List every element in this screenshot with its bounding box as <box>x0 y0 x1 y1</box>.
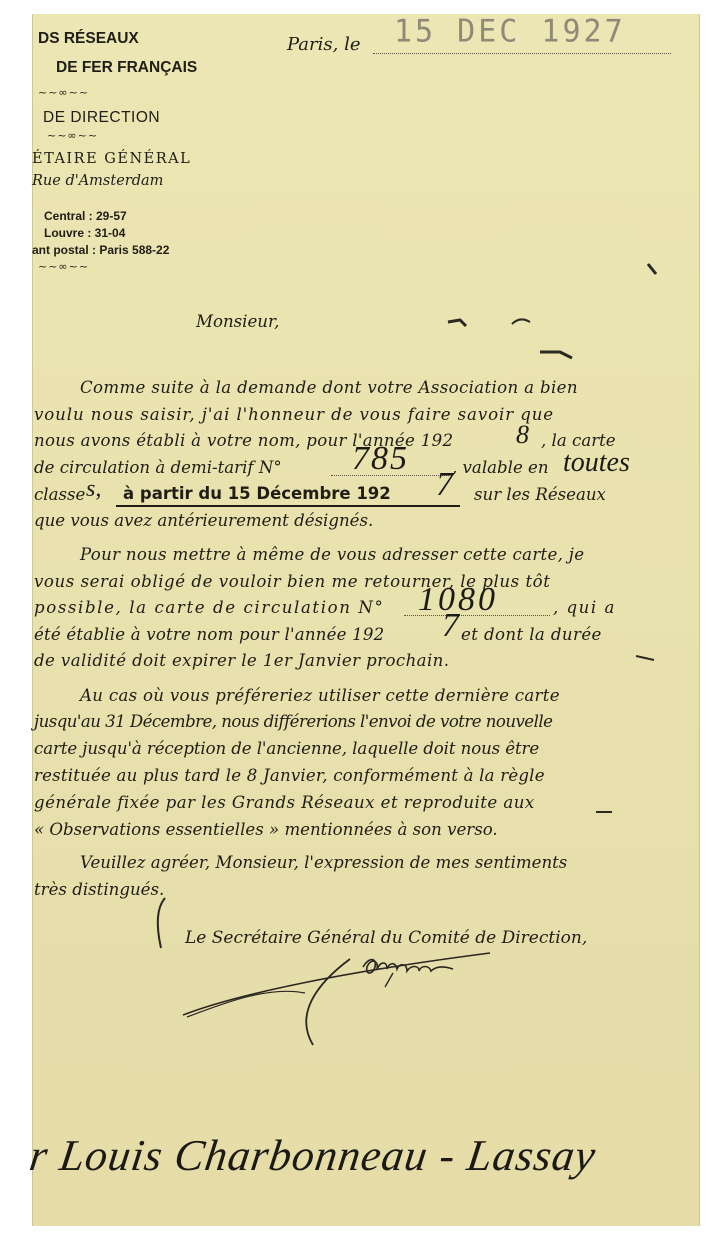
p1-line2: voulu nous saisir, j'ai l'honneur de vous faire savoir que <box>34 405 555 424</box>
salutation: Monsieur, <box>196 312 280 331</box>
p3-line6: « Observations essentielles » mentionnées à son verso. <box>34 820 498 839</box>
p1-line6: que vous avez antérieurement désignés. <box>34 511 374 530</box>
p2-line1: Pour nous mettre à même de vous adresser cette carte, je <box>80 545 585 564</box>
p3-line3: carte jusqu'à réception de l'ancienne, laquelle doit nous être <box>34 739 540 758</box>
p1-line4-end: , valable en <box>452 458 549 477</box>
p2-line4-text: été établie à votre nom pour l'année 192 <box>34 625 385 644</box>
ornament-divider: ~~∞~~ <box>38 260 90 273</box>
ornament-divider: ~~∞~~ <box>47 129 99 142</box>
closing-line1: Veuillez agréer, Monsieur, l'expression de mes sentiments <box>80 853 568 872</box>
signature-title: Le Secrétaire Général du Comité de Direction, <box>185 928 588 948</box>
letterhead-address: Rue d'Amsterdam <box>32 173 164 189</box>
ornament-divider: ~~∞~~ <box>38 86 90 99</box>
p2-line2: vous serai obligé de vouloir bien me retourner, le plus tôt <box>34 572 551 591</box>
p1-handwritten-year2: 7 <box>436 466 453 503</box>
p3-line5: générale fixée par les Grands Réseaux et reproduite aux <box>34 793 535 812</box>
p1-handwritten-year: 8 <box>516 420 529 449</box>
letterhead-phone-central: Central : 29-57 <box>44 209 127 223</box>
letterhead-postal-account: ant postal : Paris 588-22 <box>32 243 170 257</box>
p1-line3-end: , la carte <box>541 431 616 450</box>
closing-line2: très distingués. <box>34 880 165 899</box>
p3-line2: jusqu'au 31 Décembre, nous différerions l'envoi de votre nouvelle <box>34 712 553 731</box>
date-stamp: 15 DEC 1927 <box>394 13 626 50</box>
p3-line1: Au cas où vous préféreriez utiliser cette dernière carte <box>80 686 560 705</box>
letterhead-org-line1: DS RÉSEAUX <box>38 30 139 47</box>
p1-line3-text: nous avons établi à votre nom, pour l'année 192 <box>34 431 454 450</box>
p2-line4-end: et dont la durée <box>461 625 602 644</box>
p2-line3-text: possible, la carte de circulation N° <box>34 598 385 617</box>
p1-validity-start: à partir du 15 Décembre 192 <box>123 484 391 503</box>
letterhead-secretary: ÉTAIRE GÉNÉRAL <box>32 151 192 167</box>
letterhead-department: DE DIRECTION <box>43 109 161 126</box>
p1-line4-text: de circulation à demi-tarif N° <box>34 458 282 477</box>
p1-handwritten-class: toutes <box>563 447 630 478</box>
p1-handwritten-class-suffix: s, <box>86 476 102 502</box>
p1-handwritten-card-number: 785 <box>352 440 409 477</box>
p2-handwritten-year: 7 <box>442 607 459 644</box>
p3-line4: restituée au plus tard le 8 Janvier, conformément à la règle <box>34 766 545 785</box>
p2-line3-end: , qui a <box>553 598 616 617</box>
letterhead-phone-louvre: Louvre : 31-04 <box>44 226 126 240</box>
p2-handwritten-card-number: 1080 <box>418 581 498 618</box>
recipient-handwritten-name: r Louis Charbonneau - Lassay <box>26 1131 600 1180</box>
p2-line5: de validité doit expirer le 1er Janvier prochain. <box>34 651 450 670</box>
p1-line5-text: classe <box>34 485 86 504</box>
letterhead-org-line2: DE FER FRANÇAIS <box>56 59 198 76</box>
p1-line1: Comme suite à la demande dont votre Association a bien <box>80 378 578 397</box>
p1-line5-end: sur les Réseaux <box>474 485 606 504</box>
place-label: Paris, le <box>287 34 361 55</box>
